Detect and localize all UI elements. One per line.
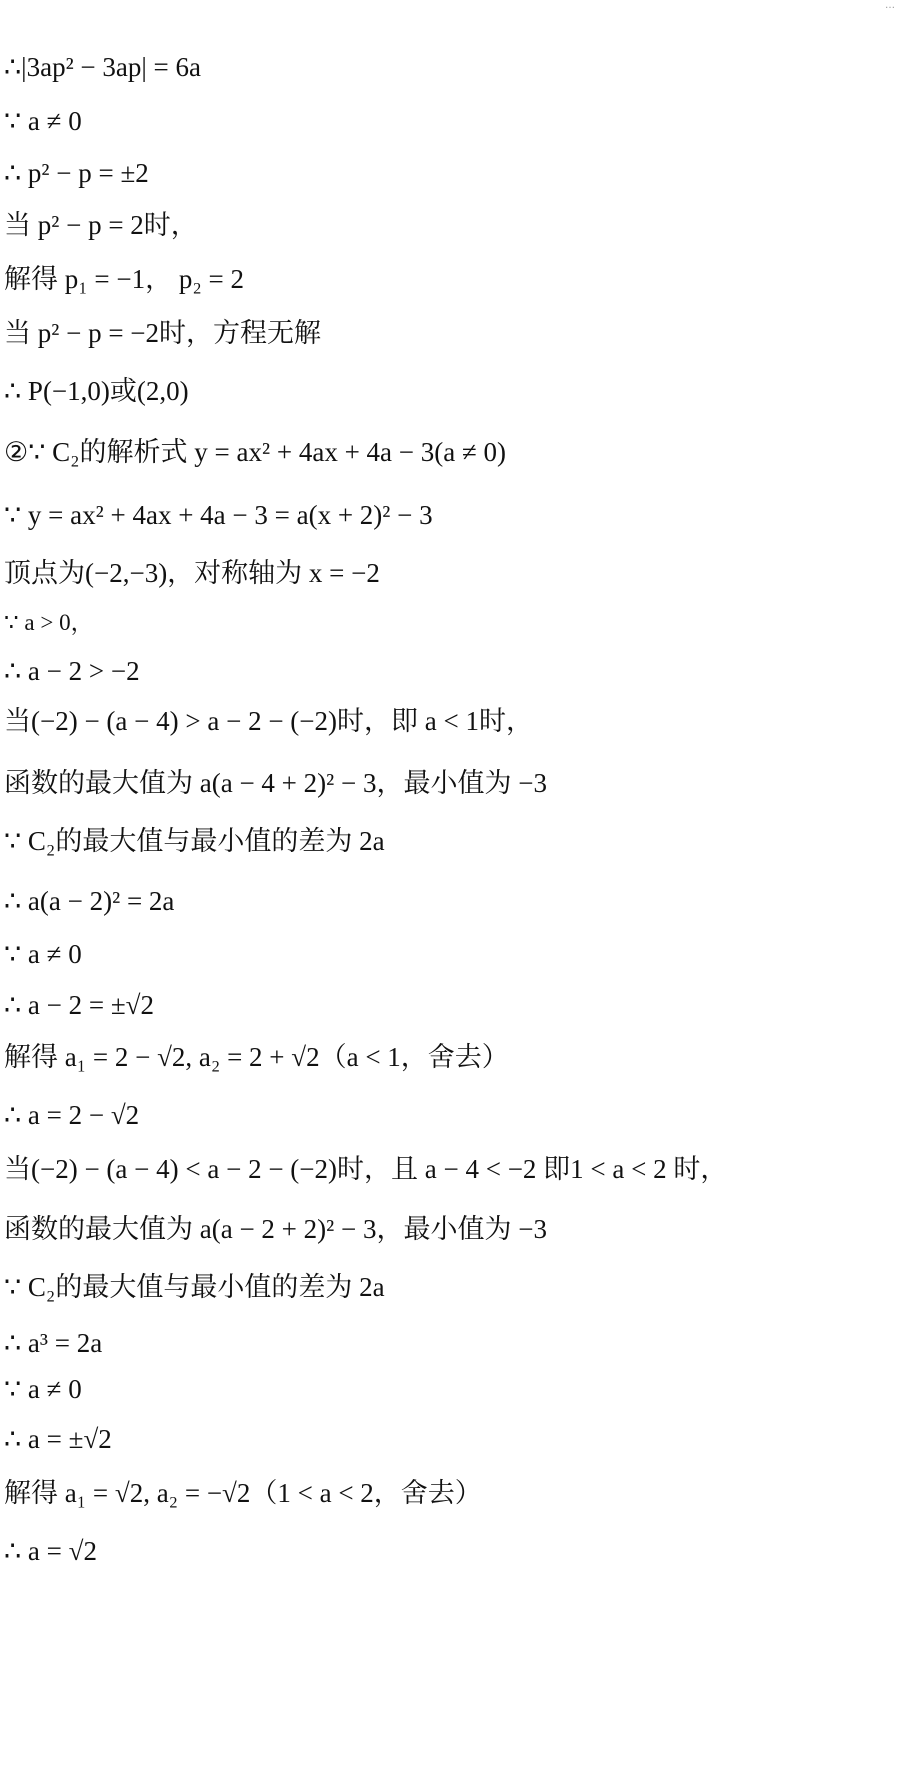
math-line: ∴|3ap² − 3ap| = 6a (4, 52, 201, 82)
math-line: 解得 a₁ = 2 − √2, a₂ = 2 + √2（a < 1，舍去） (4, 1042, 509, 1072)
math-line: ∴ a = ±√2 (4, 1424, 112, 1454)
math-line: ∵ a ≠ 0 (4, 1374, 82, 1404)
math-line: 当 p² − p = −2时，方程无解 (4, 318, 322, 348)
math-line: ∵ y = ax² + 4ax + 4a − 3 = a(x + 2)² − 3 (4, 500, 433, 530)
math-line: ∴ P(−1,0)或(2,0) (4, 376, 189, 406)
math-line: ∵ a ≠ 0 (4, 106, 82, 136)
math-line: 当(−2) − (a − 4) < a − 2 − (−2)时，且 a − 4 < −2 即1 < a < 2 时， (4, 1154, 728, 1184)
math-line: ∵ C₂的最大值与最小值的差为 2a (4, 826, 385, 856)
math-line: 函数的最大值为 a(a − 4 + 2)² − 3，最小值为 −3 (4, 768, 547, 798)
math-line: 当(−2) − (a − 4) > a − 2 − (−2)时，即 a < 1时， (4, 706, 533, 736)
math-line: ∴ a − 2 > −2 (4, 656, 140, 686)
math-line: ∵ a ≠ 0 (4, 939, 82, 969)
math-line: ∴ p² − p = ±2 (4, 158, 149, 188)
corner-mark: … (885, 0, 895, 11)
math-line: ∴ a(a − 2)² = 2a (4, 886, 175, 916)
math-line: ∵ C₂的最大值与最小值的差为 2a (4, 1272, 385, 1302)
math-line: 解得 a₁ = √2, a₂ = −√2（1 < a < 2，舍去） (4, 1478, 482, 1508)
math-line: ∴ a = 2 − √2 (4, 1100, 140, 1130)
math-line: ∴ a − 2 = ±√2 (4, 990, 155, 1020)
math-line: ∴ a³ = 2a (4, 1328, 103, 1358)
math-line: 当 p² − p = 2时， (4, 210, 198, 240)
math-line: 解得 p₁ = −1， p₂ = 2 (4, 264, 245, 294)
math-line: ∵ a > 0， (4, 610, 94, 635)
math-line: ②∵ C₂的解析式 y = ax² + 4ax + 4a − 3(a ≠ 0) (4, 437, 507, 467)
math-line: 函数的最大值为 a(a − 2 + 2)² − 3，最小值为 −3 (4, 1214, 547, 1244)
math-line: ∴ a = √2 (4, 1536, 97, 1566)
math-line: 顶点为(−2,−3)，对称轴为 x = −2 (4, 558, 380, 588)
